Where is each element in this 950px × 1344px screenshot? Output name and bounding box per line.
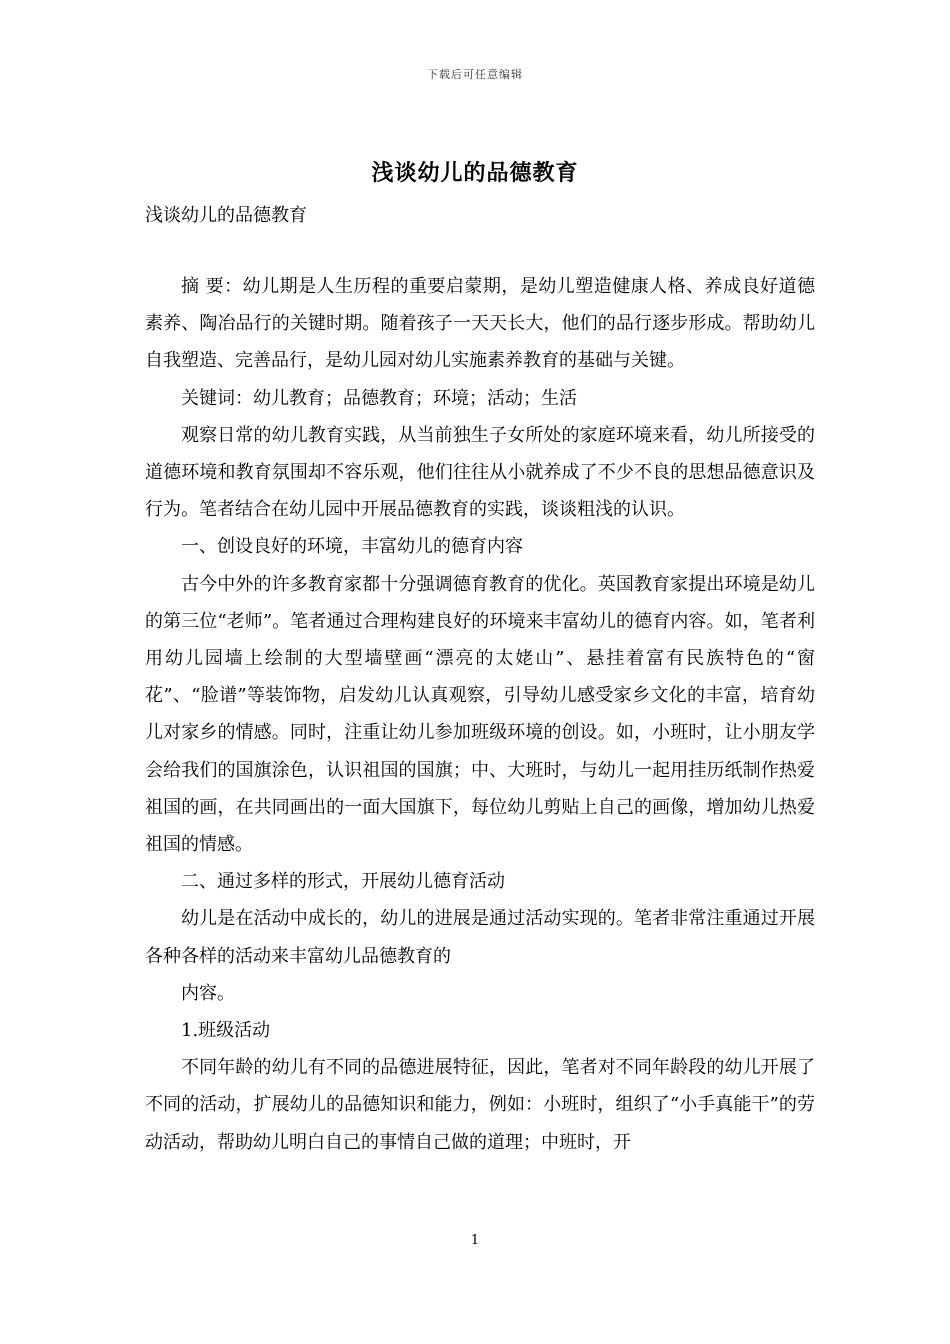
section-1-paragraph: 古今中外的许多教育家都十分强调德育教育的优化。英国教育家提出环境是幼儿的第三位“老师”。笔者通过合理构建良好的环境来丰富幼儿的德育内容。如，笔者利用幼儿园墙上绘制的大型墙壁画“漂亮的太姥山”、悬挂着富有民族特色的“窗花”、“脸谱”等装饰物，启发幼儿认真观察，引导幼儿感受家乡文化的丰富，培育幼儿对家乡的情感。同时，注重让幼儿参加班级环境的创设。如，小班时，让小朋友学会给我们的国旗涂色，认识祖国的国旗；中、大班时，与幼儿一起用挂历纸制作热爱祖国的画，在共同画出的一面大国旗下，每位幼儿剪贴上自己的画像，增加幼儿热爱祖国的情感。 xyxy=(145,573,815,856)
document-subtitle: 浅谈幼儿的品德教育 xyxy=(145,205,307,226)
document-title: 浅谈幼儿的品德教育 xyxy=(371,160,579,186)
header-note: 下载后可任意编辑 xyxy=(427,68,523,81)
subsection-1-paragraph: 不同年龄的幼儿有不同的品德进展特征，因此，笔者对不同年龄段的幼儿开展了不同的活动，扩展幼儿的品德知识和能力，例如：小班时，组织了“小手真能干”的劳动活动，帮助幼儿明白自己的事情自己做的道理；中班时，开 xyxy=(145,1057,815,1153)
section-heading-2: 二、通过多样的形式，开展幼儿德育活动 xyxy=(181,871,505,893)
keywords-paragraph: 关键词：幼儿教育；品德教育；环境；活动；生活 xyxy=(181,387,577,409)
page-number: 1 xyxy=(470,1233,480,1248)
intro-paragraph: 观察日常的幼儿教育实践，从当前独生子女所处的家庭环境来看，幼儿所接受的道德环境和教育氛围却不容乐观，他们往往从小就养成了不少不良的思想品德意识及行为。笔者结合在幼儿园中开展品德教育的实践，谈谈粗浅的认识。 xyxy=(145,424,815,521)
section-2-paragraph: 幼儿是在活动中成长的，幼儿的进展是通过活动实现的。笔者非常注重通过开展各种各样的活动来丰富幼儿品德教育的 xyxy=(145,908,815,967)
section-heading-1: 一、创设良好的环境，丰富幼儿的德育内容 xyxy=(181,536,523,558)
subsection-heading-1: 1.班级活动 xyxy=(181,1020,271,1042)
document-body xyxy=(145,268,815,1161)
abstract-paragraph: 摘 要：幼儿期是人生历程的重要启蒙期，是幼儿塑造健康人格、养成良好道德素养、陶冶品行的关键时期。随着孩子一天天长大，他们的品行逐步形成。帮助幼儿自我塑造、完善品行，是幼儿园对幼儿实施素养教育的基础与关键。 xyxy=(145,276,815,372)
section-2-continuation: 内容。 xyxy=(181,982,235,1004)
